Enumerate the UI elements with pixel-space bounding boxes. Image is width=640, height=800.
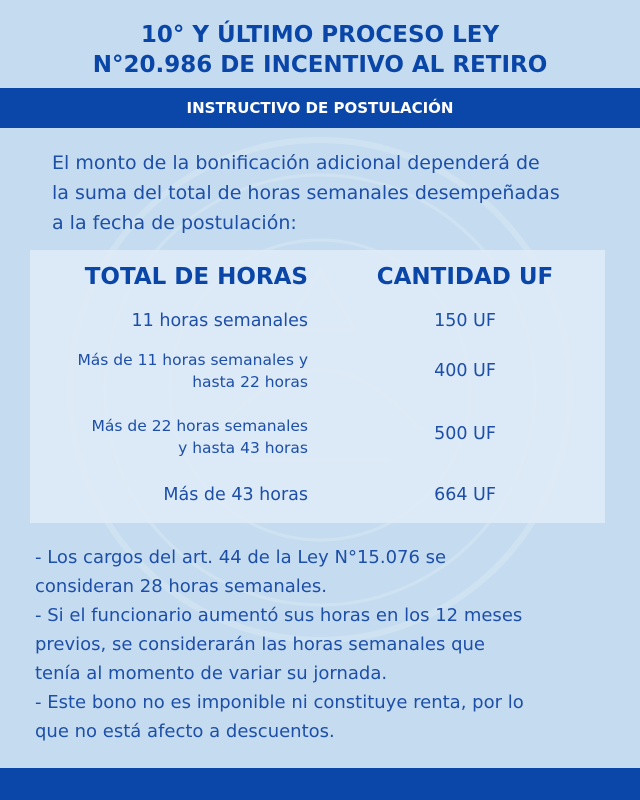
table-header-uf: CANTIDAD UF bbox=[376, 264, 554, 290]
note-line: tenía al momento de variar su jornada. bbox=[35, 663, 388, 684]
hours-text: Más de 43 horas bbox=[163, 485, 308, 505]
note-line: previos, se considerarán las horas semanales que bbox=[35, 634, 485, 655]
intro-line-1: El monto de la bonificación adicional dependerá de bbox=[52, 152, 540, 174]
hours-text: hasta 22 horas bbox=[192, 373, 308, 391]
title-line-1: 10° Y ÚLTIMO PROCESO LEY bbox=[140, 22, 500, 48]
table-row-hours bbox=[30, 484, 308, 506]
hours-text: Más de 22 horas semanales bbox=[91, 417, 308, 435]
section-band: INSTRUCTIVO DE POSTULACIÓN bbox=[0, 88, 640, 128]
table-row-uf: 500 UF bbox=[434, 424, 496, 444]
notes-paragraph bbox=[35, 543, 615, 746]
hours-text: 11 horas semanales bbox=[131, 311, 308, 331]
intro-line-3: a la fecha de postulación: bbox=[52, 212, 297, 234]
note-line: - Si el funcionario aumentó sus horas en los 12 meses bbox=[35, 605, 523, 626]
note-line: consideran 28 horas semanales. bbox=[35, 576, 327, 597]
table-row-hours bbox=[30, 349, 308, 393]
table-row-uf: 400 UF bbox=[434, 361, 496, 381]
note-line: - Este bono no es imponible ni constituye renta, por lo bbox=[35, 692, 524, 713]
page-title bbox=[0, 20, 640, 80]
table-row-uf: 150 UF bbox=[434, 311, 496, 331]
hours-text: Más de 11 horas semanales y bbox=[77, 351, 308, 369]
note-line: - Los cargos del art. 44 de la Ley N°15.076 se bbox=[35, 547, 447, 568]
table-row-hours bbox=[30, 415, 308, 459]
table-row-hours bbox=[30, 310, 308, 332]
table-header-hours: TOTAL DE HORAS bbox=[84, 264, 308, 290]
intro-line-2: la suma del total de horas semanales desempeñadas bbox=[52, 182, 560, 204]
table-row-uf: 664 UF bbox=[434, 485, 496, 505]
footer-bar bbox=[0, 768, 640, 800]
hours-text: y hasta 43 horas bbox=[178, 439, 308, 457]
title-line-2: N°20.986 DE INCENTIVO AL RETIRO bbox=[92, 52, 548, 78]
intro-paragraph bbox=[52, 148, 612, 238]
note-line: que no está afecto a descuentos. bbox=[35, 721, 335, 742]
